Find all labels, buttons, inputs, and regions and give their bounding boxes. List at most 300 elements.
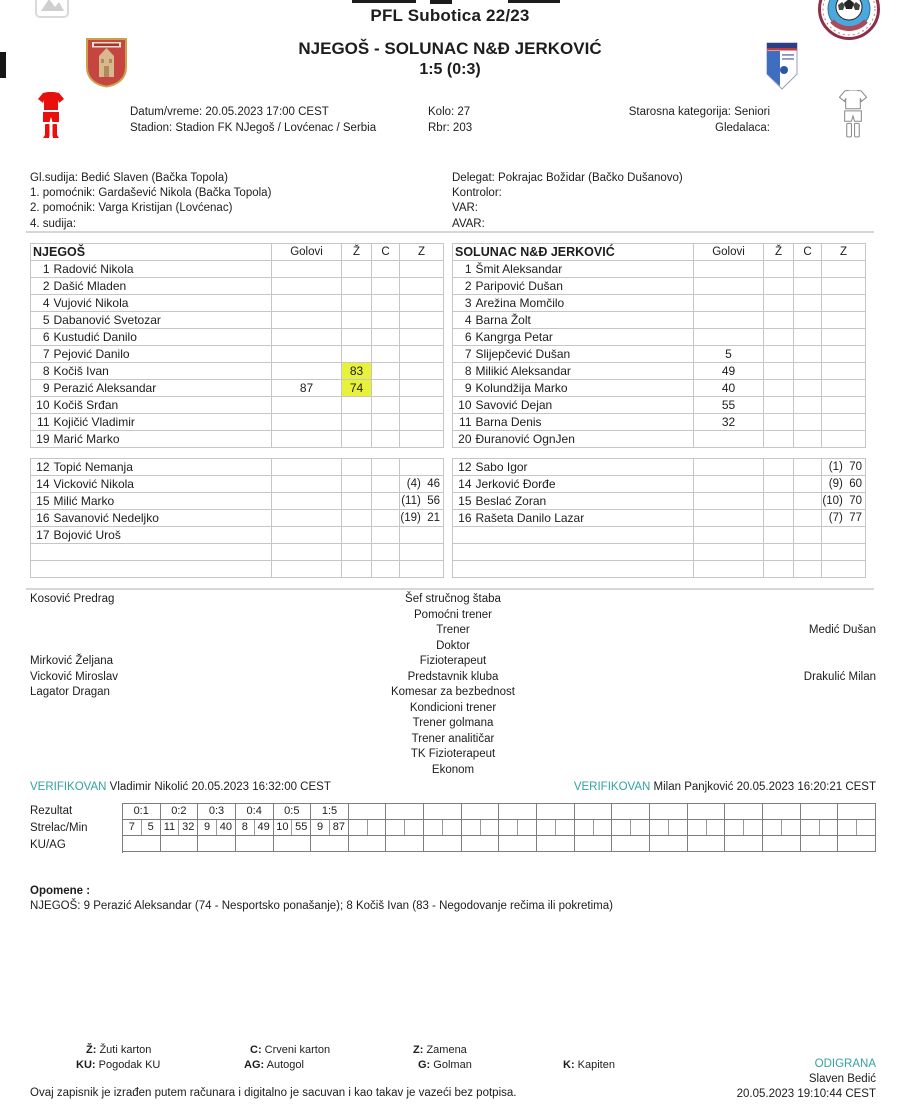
staff-row: [30, 701, 876, 717]
kuag-cell: [161, 836, 199, 852]
scorer-number: [424, 820, 443, 835]
red-card-cell: [794, 363, 822, 380]
kuag-cell: [612, 836, 650, 852]
substitution-cell: [822, 476, 866, 493]
goals-cell: [694, 329, 764, 346]
player-number: 17: [31, 527, 51, 544]
player-name: Vujović Nikola: [51, 295, 272, 312]
scorer-minute: [443, 820, 461, 835]
substitution-cell: [822, 493, 866, 510]
result-cell: 0:1: [123, 804, 161, 820]
substitute-row: [31, 493, 444, 510]
player-number: 1: [31, 261, 51, 278]
match-status: ODIGRANA: [814, 1058, 876, 1070]
info-line: Stadion: Stadion FK NJegoš / Lovćenac / Serbia: [130, 122, 377, 134]
player-row: [453, 363, 866, 380]
scorer-cell: [725, 820, 763, 836]
result-cell: [725, 804, 763, 820]
scorer-cell: [801, 820, 839, 836]
legend-key: Z:: [413, 1044, 424, 1056]
player-name: Pejović Danilo: [51, 346, 272, 363]
staff-name-away: [616, 763, 876, 779]
red-card-cell: [372, 431, 400, 448]
staff-row: [30, 623, 876, 639]
staff-row: [30, 608, 876, 624]
yellow-card-cell: [764, 363, 794, 380]
yellow-card-cell: [342, 414, 372, 431]
scorer-cell: [311, 820, 349, 836]
scorer-minute: [368, 820, 386, 835]
red-card-cell: [794, 476, 822, 493]
substitution-cell: [400, 346, 444, 363]
goals-cell: [272, 397, 342, 414]
result-cell: [537, 804, 575, 820]
scorer-number: [386, 820, 405, 835]
substitution-cell: [822, 544, 866, 561]
scorer-cell: [537, 820, 575, 836]
scorer-cell: [349, 820, 387, 836]
info-line: Datum/vreme: 20.05.2023 17:00 CEST: [130, 106, 329, 118]
yellow-card-cell: [342, 527, 372, 544]
goals-cell: [272, 431, 342, 448]
goals-cell: [694, 476, 764, 493]
red-card-cell: [372, 397, 400, 414]
goals-cell: [272, 527, 342, 544]
goals-cell: [694, 261, 764, 278]
kuag-cell: [725, 836, 763, 852]
substitution-cell: [822, 380, 866, 397]
result-cell: 0:4: [236, 804, 274, 820]
player-number: 15: [31, 493, 51, 510]
player-row: [453, 329, 866, 346]
goals-cell: 5: [694, 346, 764, 363]
scorer-number: [725, 820, 744, 835]
scorer-minute: 55: [295, 821, 308, 833]
red-card-cell: [372, 346, 400, 363]
team-table-away: [452, 243, 866, 448]
official-line: VAR:: [452, 202, 478, 215]
official-line: 2. pomoćnik: Varga Kristijan (Lovćenac): [30, 202, 233, 215]
player-number: 6: [31, 329, 51, 346]
rosters-section: [30, 243, 866, 578]
player-name: [473, 544, 694, 561]
goals-cell: 55: [694, 397, 764, 414]
substitution-cell: [400, 414, 444, 431]
scorer-cell: [688, 820, 726, 836]
scorer-cell: [424, 820, 462, 836]
scorer-cell: [612, 820, 650, 836]
goals-cell: [694, 510, 764, 527]
scorer-number: [349, 820, 368, 835]
goals-cell: [694, 312, 764, 329]
player-row: [453, 397, 866, 414]
player-name: Savović Dejan: [473, 397, 694, 414]
substitution-cell: [400, 380, 444, 397]
red-card-cell: [372, 312, 400, 329]
scorer-number: [838, 820, 857, 835]
legend-key: Ž:: [86, 1044, 97, 1056]
substitution-cell: [822, 431, 866, 448]
player-number: 11: [31, 414, 51, 431]
scorer-cell: [386, 820, 424, 836]
player-number: 9: [453, 380, 473, 397]
result-cell: 1:5: [311, 804, 349, 820]
yellow-card-cell: [764, 261, 794, 278]
footer-note: Ovaj zapisnik je izrađen putem računara i digitalno je sacuvan i kao takav je vazeći bez potpisa.: [30, 1087, 517, 1099]
player-row: [453, 346, 866, 363]
yellow-card-cell: [764, 295, 794, 312]
verification-home-text: Vladimir Nikolić 20.05.2023 16:32:00 CEST: [109, 781, 331, 793]
divider: [26, 231, 874, 233]
goals-cell: 32: [694, 414, 764, 431]
player-name: Rašeta Danilo Lazar: [473, 510, 694, 527]
yellow-card-cell: [764, 431, 794, 448]
substitute-row: [453, 544, 866, 561]
staff-role: Doktor: [436, 639, 470, 652]
divider: [26, 588, 874, 590]
yellow-card-cell: [342, 346, 372, 363]
scorer-minute: [707, 820, 725, 835]
player-name: Marić Marko: [51, 431, 272, 448]
scorer-minute: [481, 820, 499, 835]
goals-cell: 49: [694, 363, 764, 380]
scorer-number: [688, 820, 707, 835]
column-header-red: C: [794, 244, 822, 261]
kuag-cell: [311, 836, 349, 852]
goals-cell: [694, 561, 764, 578]
yellow-card-cell: [342, 493, 372, 510]
match-score: 1:5 (0:3): [419, 61, 481, 78]
official-line: Kontrolor:: [452, 187, 502, 200]
player-number: 10: [453, 397, 473, 414]
away-kit-icon: [838, 90, 868, 140]
player-number: [31, 544, 51, 561]
result-cell: 0:3: [198, 804, 236, 820]
substitute-row: [31, 544, 444, 561]
player-row: [31, 397, 444, 414]
substitute-row: [453, 459, 866, 476]
player-name: [51, 544, 272, 561]
result-cell: [801, 804, 839, 820]
result-cell: [424, 804, 462, 820]
player-number: 16: [31, 510, 51, 527]
substitution-value: (9) 60: [828, 478, 862, 490]
player-name: Slijepčević Dušan: [473, 346, 694, 363]
player-number: 9: [31, 380, 51, 397]
result-row-label: Strelac/Min: [30, 821, 88, 834]
player-name: Kolundžija Marko: [473, 380, 694, 397]
player-number: 16: [453, 510, 473, 527]
substitution-cell: [822, 278, 866, 295]
yellow-card-cell: [764, 278, 794, 295]
yellow-card-cell: [342, 312, 372, 329]
kuag-cell: [236, 836, 274, 852]
player-name: Kočiš Srđan: [51, 397, 272, 414]
scorer-number: [801, 820, 820, 835]
result-cell: [688, 804, 726, 820]
staff-row: [30, 732, 876, 748]
home-roster: [30, 243, 444, 578]
player-name: [51, 561, 272, 578]
kuag-cell: [274, 836, 312, 852]
yellow-card-cell: [764, 459, 794, 476]
staff-name-home: [30, 608, 290, 624]
staff-role: Predstavnik kluba: [407, 670, 499, 683]
scorer-minute: [744, 820, 762, 835]
yellow-card-cell: [764, 414, 794, 431]
player-name: Arežina Momčilo: [473, 295, 694, 312]
player-name: Dašić Mladen: [51, 278, 272, 295]
player-name: Topić Nemanja: [51, 459, 272, 476]
away-roster: [452, 243, 866, 578]
staff-name-home: [30, 623, 290, 639]
substitute-row: [453, 493, 866, 510]
substitution-cell: [822, 561, 866, 578]
result-row-label: Rezultat: [30, 805, 73, 817]
player-row: [31, 312, 444, 329]
substitution-cell: [822, 527, 866, 544]
legend-item: K: Kapiten: [563, 1059, 615, 1071]
scorer-number: [763, 820, 782, 835]
staff-row: [30, 763, 876, 779]
substitution-cell: [400, 329, 444, 346]
result-row-label: KU/AG: [30, 838, 66, 851]
yellow-card-cell: [342, 459, 372, 476]
substitution-cell: [822, 312, 866, 329]
legend-item: KU: Pogodak KU: [76, 1059, 161, 1071]
official-line: Gl.sudija: Bedić Slaven (Bačka Topola): [30, 172, 228, 184]
result-cell: 0:5: [274, 804, 312, 820]
officials-delegate: [452, 171, 683, 232]
cautions-title: Opomene :: [30, 885, 91, 897]
scorer-minute: [405, 820, 423, 835]
player-name: Beslać Zoran: [473, 493, 694, 510]
red-card-cell: [794, 561, 822, 578]
red-card-cell: [372, 278, 400, 295]
player-name: Milić Marko: [51, 493, 272, 510]
clipped-text-fragment: [508, 0, 560, 3]
player-row: [453, 380, 866, 397]
player-number: 15: [453, 493, 473, 510]
substitute-row: [453, 510, 866, 527]
goals-cell: [272, 476, 342, 493]
player-name: Đuranović OgnJen: [473, 431, 694, 448]
player-number: 14: [453, 476, 473, 493]
team-name: SOLUNAC N&Đ JERKOVIĆ: [453, 244, 694, 261]
substitution-cell: [822, 295, 866, 312]
player-row: [31, 380, 444, 397]
player-number: 12: [453, 459, 473, 476]
substitution-cell: [400, 527, 444, 544]
player-row: [31, 278, 444, 295]
yellow-card-cell: [764, 380, 794, 397]
yellow-card-cell: [342, 329, 372, 346]
staff-name-home: [30, 763, 290, 779]
kuag-cell: [499, 836, 537, 852]
column-header-yellow: Ž: [764, 244, 794, 261]
red-card-cell: [794, 295, 822, 312]
official-line: AVAR:: [452, 217, 485, 230]
player-number: [453, 544, 473, 561]
player-row: [453, 431, 866, 448]
match-title: NJEGOŠ - SOLUNAC N&Đ JERKOVIĆ: [298, 39, 602, 58]
player-row: [453, 312, 866, 329]
player-name: Vicković Nikola: [51, 476, 272, 493]
verification-away: [574, 780, 876, 795]
staff-role: Pomoćni trener: [414, 608, 492, 621]
red-card-cell: [794, 527, 822, 544]
yellow-card-cell: 74: [342, 380, 372, 397]
player-name: Šmit Aleksandar: [473, 261, 694, 278]
player-name: Milikić Aleksandar: [473, 363, 694, 380]
scorer-cell: [499, 820, 537, 836]
clipped-text-fragment: [430, 0, 452, 4]
home-kit-icon: [38, 92, 64, 140]
result-cell: [499, 804, 537, 820]
kuag-cell: [424, 836, 462, 852]
player-row: [31, 295, 444, 312]
signoff: [737, 1057, 876, 1102]
yellow-card-cell: [764, 527, 794, 544]
scorer-minute: 49: [257, 821, 270, 833]
red-card-cell: [794, 278, 822, 295]
substitution-cell: [400, 261, 444, 278]
yellow-card-cell: 83: [342, 363, 372, 380]
player-number: 12: [31, 459, 51, 476]
result-table: [30, 803, 876, 853]
goals-cell: [272, 459, 342, 476]
staff-role: Šef stručnog štaba: [405, 593, 501, 605]
subs-table-home: [30, 458, 444, 578]
signoff-referee: Slaven Bedić: [808, 1073, 876, 1085]
goals-cell: [694, 527, 764, 544]
staff-row: [30, 670, 876, 686]
yellow-card-cell: [342, 278, 372, 295]
yellow-card-cell: [342, 561, 372, 578]
goals-cell: [272, 510, 342, 527]
substitution-value: (11) 56: [401, 495, 440, 507]
player-number: 4: [453, 312, 473, 329]
scorer-minute: 32: [182, 821, 195, 833]
staff-role: Trener: [436, 624, 470, 636]
staff-name-home: [30, 747, 290, 763]
kuag-cell: [123, 836, 161, 852]
substitute-row: [31, 527, 444, 544]
player-number: 1: [453, 261, 473, 278]
red-card-cell: [794, 510, 822, 527]
goals-cell: 87: [272, 380, 342, 397]
player-row: [453, 261, 866, 278]
scorer-cell: [198, 820, 236, 836]
red-card-cell: [794, 312, 822, 329]
staff-role: Trener analitičar: [411, 732, 495, 745]
player-number: 3: [453, 295, 473, 312]
player-row: [453, 414, 866, 431]
signoff-timestamp: 20.05.2023 19:10:44 CEST: [736, 1088, 876, 1100]
scorer-cell: [763, 820, 801, 836]
red-card-cell: [372, 544, 400, 561]
player-row: [31, 431, 444, 448]
goals-cell: [694, 431, 764, 448]
staff-section: [30, 592, 876, 778]
goals-cell: [694, 278, 764, 295]
info-line: Gledalaca:: [715, 122, 770, 134]
goals-cell: [272, 312, 342, 329]
scorer-number: 9: [311, 820, 330, 835]
substitution-cell: [400, 278, 444, 295]
player-number: 20: [453, 431, 473, 448]
verification-row: [30, 780, 876, 795]
team-name: NJEGOŠ: [31, 244, 272, 261]
substitution-cell: [400, 510, 444, 527]
player-name: Kustudić Danilo: [51, 329, 272, 346]
goals-cell: [694, 493, 764, 510]
player-number: [453, 561, 473, 578]
scorer-minute: [556, 820, 574, 835]
player-name: Sabo Igor: [473, 459, 694, 476]
player-number: 4: [31, 295, 51, 312]
cautions-section: [30, 884, 876, 914]
scorer-minute: [631, 820, 649, 835]
staff-role: TK Fizioterapeut: [410, 748, 496, 760]
yellow-card-cell: [342, 295, 372, 312]
kuag-cell: [688, 836, 726, 852]
staff-name-home: [30, 639, 290, 655]
staff-role: Fizioterapeut: [419, 655, 487, 667]
red-card-cell: [794, 329, 822, 346]
match-info-right: [629, 104, 770, 136]
team-table-header: [453, 244, 866, 261]
player-number: 2: [31, 278, 51, 295]
scorer-cell: [650, 820, 688, 836]
scorer-number: 8: [236, 820, 255, 835]
substitution-value: (10) 70: [822, 495, 862, 507]
yellow-card-cell: [764, 561, 794, 578]
player-name: Kojičić Vladimir: [51, 414, 272, 431]
substitution-cell: [400, 397, 444, 414]
red-card-cell: [372, 414, 400, 431]
player-row: [31, 329, 444, 346]
player-number: 5: [31, 312, 51, 329]
red-card-cell: [372, 363, 400, 380]
red-card-cell: [372, 380, 400, 397]
info-line: Kolo: 27: [428, 106, 471, 118]
scorer-number: 11: [161, 820, 180, 835]
subs-table-away: [452, 458, 866, 578]
result-cell: 0:2: [161, 804, 199, 820]
yellow-card-cell: [764, 493, 794, 510]
team-table-header: [31, 244, 444, 261]
staff-role: Komesar za bezbednost: [390, 686, 516, 698]
yellow-card-cell: [342, 261, 372, 278]
goals-cell: [694, 295, 764, 312]
scorer-number: 7: [123, 820, 142, 835]
footer-section: [0, 1040, 900, 1110]
staff-row: [30, 747, 876, 763]
player-name: Dabanović Svetozar: [51, 312, 272, 329]
staff-name-away: [616, 592, 876, 608]
red-card-cell: [372, 329, 400, 346]
substitution-cell: [822, 459, 866, 476]
scorer-number: [612, 820, 631, 835]
player-name: Perazić Aleksandar: [51, 380, 272, 397]
player-number: [453, 527, 473, 544]
kuag-cell: [386, 836, 424, 852]
player-row: [31, 346, 444, 363]
substitution-cell: [822, 261, 866, 278]
column-header-goals: Golovi: [694, 244, 764, 261]
staff-name-home: Mirković Željana: [30, 655, 114, 667]
